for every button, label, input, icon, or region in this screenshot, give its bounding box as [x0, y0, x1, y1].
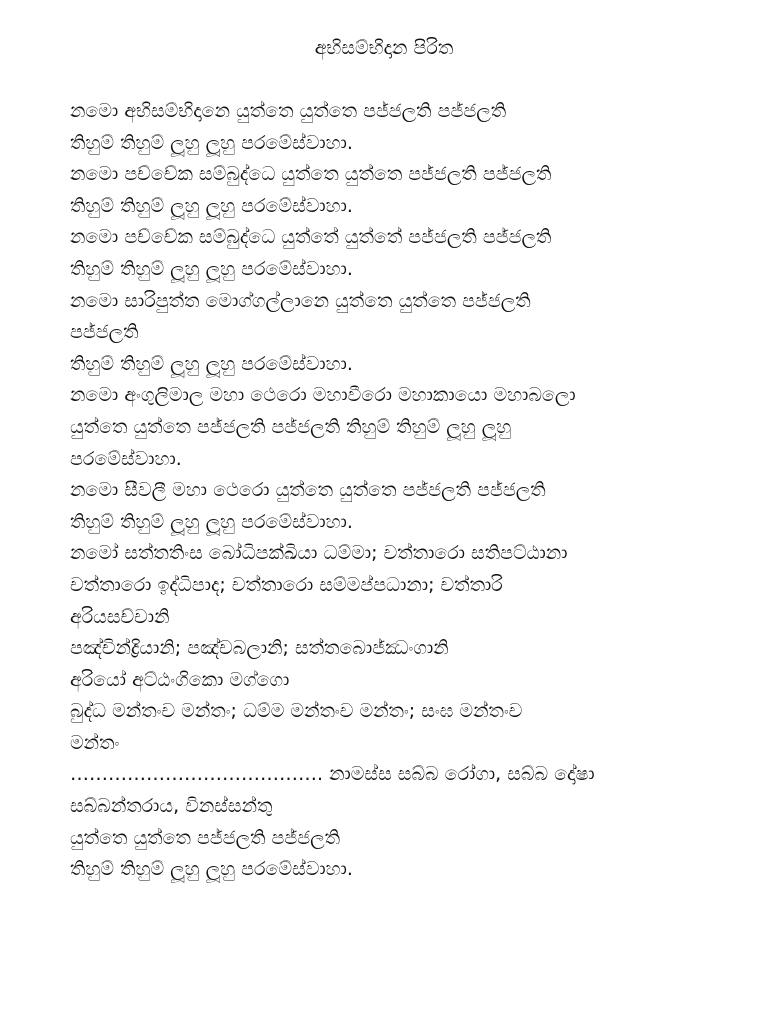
chant-line: මන්තං	[70, 731, 120, 754]
chant-line: යුත්තෙ යුත්තෙ පජ්ජලති පජ්ජලති	[70, 826, 341, 849]
chant-line: අරියෝ අට්ඨංගිකො මග්ගො	[70, 668, 290, 691]
chant-line: තිහුම් තිහුම් ලූහු ලූහු පරමේස්වාහා.	[70, 510, 353, 533]
chant-line: තිහුම් තිහුම් ලූහු ලූහු පරමේස්වාහා.	[70, 352, 353, 375]
chant-line: නමො සාරිපුත්ත මොග්ගල්ලානෙ යුත්තෙ යුත්තෙ පජ්ජලති	[70, 289, 531, 312]
chant-line: නමෝ සත්තතිංස බෝධිපක්ඛියා ධම්මා; චත්තාරො සතිපට්ඨානා	[70, 542, 568, 565]
chant-line: තිහුම් තිහුම් ලූහු ලූහු පරමේස්වාහා.	[70, 257, 353, 280]
chant-line: තිහුම් තිහුම් ලූහු ලූහු පරමේස්වාහා.	[70, 858, 353, 881]
chant-line: …………………………………. නාමස්ස සබ්බ රෝගා, සබ්බ දෝෂා	[70, 763, 595, 786]
chant-line: අරියසච්චානි	[70, 605, 170, 628]
chant-line: යුත්තෙ යුත්තෙ පජ්ජලති පජ්ජලති තිහුම් තිහුම් ලූහු ලූහු	[70, 415, 512, 438]
chant-line: සබ්බන්තරාය, විනස්සන්තු	[70, 795, 273, 818]
document-title: අභිසම්භිදාන පිරිත	[314, 37, 454, 59]
chant-line: නමො අභිසම්භිදානෙ යුත්තෙ යුත්තෙ පජ්ජලති පජ්ජලති	[70, 100, 507, 122]
chant-line: තිහුම් තිහුම් ලූහු ලූහු පරමේස්වාහා.	[70, 194, 353, 217]
chant-line: චත්තාරො ඉද්ධිපාද; චත්තාරො සම්මප්පධානා; චත්තාරි	[70, 573, 503, 596]
chant-line: පරමේස්වාහා.	[70, 447, 182, 470]
chant-line: බුද්ධ මන්තංච මන්තං; ධම්ම මන්තංච මන්තං; සංඝ මන්තංච	[70, 700, 523, 723]
chant-body	[70, 96, 730, 886]
chant-line: නමො පච්චේක සම්බුද්ධෙ යුත්තෙ යුත්තෙ පජ්ජලති පජ්ජලති	[70, 163, 552, 186]
chant-line: නමො පච්චේක සම්බුද්ධෙ යුත්තේ යුත්තේ පජ්ජලති පජ්ජලති	[70, 226, 552, 249]
chant-line: පඤ්චින්ද්‍රියානි; පඤ්චබලානි; සත්තබොජ්ඣංගානි	[70, 637, 449, 660]
chant-line: තිහුම් තිහුම් ලූහු ලූහු පරමේස්වාහා.	[70, 131, 353, 154]
chant-line: නමො සීවලී මහා ථෙරො යුත්තෙ යුත්තෙ පජ්ජලති පජ්ජලති	[70, 479, 546, 502]
chant-line: පජ්ජලති	[70, 321, 139, 344]
chant-line: නමො අංගුලිමාල මහා ථෙරො මහාවීරො මහාකායො මහාබලො	[70, 384, 576, 407]
